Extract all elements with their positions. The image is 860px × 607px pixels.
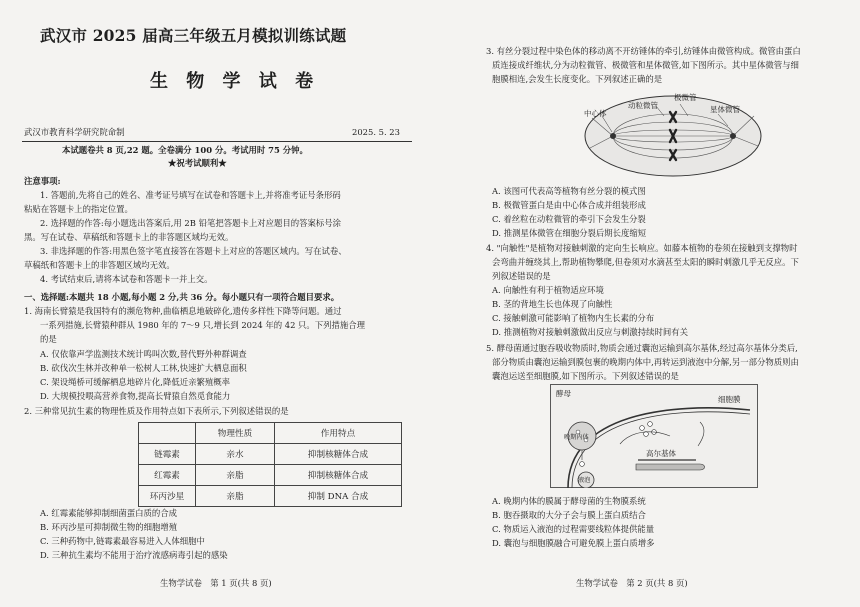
q3-option-d: D. 推测星体微管在细胞分裂后期长度缩短 — [492, 228, 647, 238]
q3-stem: 质连接成纤维状,分为动粒微管、极微管和星体微管,如下图所示。其中星体微管与细 — [492, 60, 799, 70]
q3-option-c: C. 着丝粒在动粒微管的牵引下会发生分裂 — [492, 214, 646, 224]
q4-stem: 列叙述错误的是 — [492, 271, 551, 281]
table-header — [139, 423, 196, 444]
yeast-transport-diagram — [550, 384, 758, 488]
note-line: 3. 非选择题的作答:用黑色签字笔直接答在答题卡上对应的答题区域内。写在试卷、 — [40, 246, 347, 256]
table-cell: 红霉素 — [139, 465, 196, 486]
q5-stem: 5. 酵母菌通过胞吞吸收物质时,物质会通过囊泡运输到高尔基体,经过高尔基体分类后, — [486, 343, 798, 353]
page-footer: 生物学试卷 第 1 页(共 8 页) — [160, 578, 272, 588]
q5-stem: 囊泡运送至细胞膜,如下图所示。下列叙述错误的是 — [492, 371, 679, 381]
q5-option-b: B. 胞吞摄取的大分子会与膜上蛋白质结合 — [492, 510, 646, 520]
q5-option-d: D. 囊泡与细胞膜融合可避免膜上蛋白质增多 — [492, 538, 655, 548]
table-cell: 环丙沙星 — [139, 486, 196, 507]
table-cell: 亲脂 — [196, 465, 275, 486]
q2-option-d: D. 三种抗生素均不能用于治疗流感病毒引起的感染 — [40, 550, 228, 560]
note-line: 粘贴在答题卡上的指定位置。 — [24, 204, 133, 214]
organizer: 武汉市教育科学研究院命制 — [24, 127, 125, 137]
note-line: 草稿纸和答题卡上的非答题区域均无效。 — [24, 260, 175, 270]
q3-stem: 胞膜相连,会发生长度变化。下列叙述正确的是 — [492, 74, 663, 84]
note-line: 黑。写在试卷、草稿纸和答题卡上的非答题区域均无效。 — [24, 232, 234, 242]
q2-option-a: A. 红霉素能够抑制细菌蛋白质的合成 — [40, 508, 177, 518]
exam-title: 武汉市 2025 届高三年级五月模拟训练试题 — [40, 26, 347, 45]
header-rule — [22, 141, 412, 142]
table-row — [139, 444, 402, 465]
golgi-body — [636, 464, 705, 470]
q5-option-c: C. 物质运入液泡的过程需要线粒体提供能量 — [492, 524, 655, 534]
table-header-row — [139, 423, 402, 444]
q5-stem: 部分物质由囊泡运输到膜包裹的晚期内体中,再转运到液泡中分解,另一部分物质则由 — [492, 357, 799, 367]
page-footer: 生物学试卷 第 2 页(共 8 页) — [576, 578, 688, 588]
label-astral: 星体微管 — [710, 105, 740, 114]
good-luck: ★祝考试顺利★ — [168, 158, 227, 168]
notes-heading: 注意事项: — [24, 176, 61, 186]
q3-option-b: B. 极微管蛋白是由中心体合成并组装形成 — [492, 200, 646, 210]
centrosome-left — [610, 133, 616, 139]
note-line: 4. 考试结束后,请将本试卷和答题卡一并上交。 — [40, 274, 213, 284]
q4-option-b: B. 茎的背地生长也体现了向触性 — [492, 299, 613, 309]
subject-title: 生 物 学 试 卷 — [150, 71, 320, 92]
q4-stem: 4. "向触性"是植物对接触刺激的定向生长响应。如藤本植物的卷须在接触到支撑物时 — [486, 243, 798, 253]
table-cell: 亲脂 — [196, 486, 275, 507]
label-centrosome: 中心体 — [584, 109, 607, 118]
note-line: 1. 答题前,先将自己的姓名、准考证号填写在试卷和答题卡上,并将准考证号条形码 — [40, 190, 341, 200]
q2-option-c: C. 三种药物中,链霉素最容易进入人体细胞中 — [40, 536, 205, 546]
q4-option-c: C. 接触刺激可能影响了植物内生长素的分布 — [492, 313, 655, 323]
label-polar: 极微管 — [674, 93, 697, 102]
label-yeast: 酵母 — [556, 389, 571, 398]
q1-option-b: B. 砍伐次生林并改种单一松树人工林,快速扩大栖息面积 — [40, 363, 247, 373]
table-header: 作用特点 — [275, 423, 402, 444]
note-line: 2. 选择题的作答:每小题选出答案后,用 2B 铅笔把答题卡上对应题目的答案标号涂 — [40, 218, 341, 228]
label-kinetochore: 动粒微管 — [628, 101, 658, 110]
centrosome-right — [730, 133, 736, 139]
q1-option-c: C. 架设绳桥可缓解栖息地碎片化,降低近亲繁殖概率 — [40, 377, 230, 387]
exam-summary: 本试题卷共 8 页,22 题。全卷满分 100 分。考试用时 75 分钟。 — [62, 145, 308, 155]
q4-option-d: D. 推测植物对接触刺激做出反应与刺激持续时间有关 — [492, 327, 688, 337]
table-header: 物理性质 — [196, 423, 275, 444]
q1-option-d: D. 大规模投喂高营养食物,提高长臂猿自然觅食能力 — [40, 391, 231, 401]
label-golgi: 高尔基体 — [646, 449, 676, 458]
q3-option-a: A. 该图可代表高等植物有丝分裂的模式图 — [492, 186, 646, 196]
table-row — [139, 486, 402, 507]
table-cell: 链霉素 — [139, 444, 196, 465]
page-2 — [430, 0, 860, 607]
table-cell: 抑制核糖体合成 — [275, 465, 402, 486]
label-membrane: 细胞膜 — [718, 395, 741, 404]
antibiotic-table — [138, 422, 402, 507]
q1-stem: 一系列措施,长臂猿种群从 1980 年的 7～9 只,增长到 2024 年的 42 只。下列措施合理 — [40, 320, 366, 330]
table-row — [139, 465, 402, 486]
label-late-endosome: 晚期内体 — [564, 434, 589, 441]
q5-option-a: A. 晚期内体的膜属于酵母菌的生物膜系统 — [492, 496, 646, 506]
q1-stem: 的是 — [40, 334, 57, 344]
table-cell: 抑制 DNA 合成 — [275, 486, 402, 507]
q1-option-a: A. 仅依靠声学监测技术统计鸣叫次数,替代野外种群调查 — [40, 349, 247, 359]
q4-option-a: A. 向触性有利于植物适应环境 — [492, 285, 604, 295]
q2-option-b: B. 环丙沙星可抑制微生物的细胞增殖 — [40, 522, 178, 532]
exam-date: 2025. 5. 23 — [352, 127, 400, 137]
spindle-diagram — [578, 86, 768, 180]
section-heading: 一、选择题:本题共 18 小题,每小题 2 分,共 36 分。每小题只有一项符合题目要求。 — [24, 292, 340, 302]
q3-stem: 3. 有丝分裂过程中染色体的移动离不开纺锤体的牵引,纺锤体由微管构成。微管由蛋白 — [486, 46, 801, 56]
q1-stem: 1. 海南长臂猿是我国特有的濒危物种,曲临栖息地破碎化,遗传多样性下降等问题。通过 — [24, 306, 342, 316]
q2-stem: 2. 三种常见抗生素的物理性质及作用特点如下表所示,下列叙述错误的是 — [24, 406, 289, 416]
table-cell: 亲水 — [196, 444, 275, 465]
table-cell: 抑制核糖体合成 — [275, 444, 402, 465]
label-vacuole: 液泡 — [578, 477, 591, 484]
q4-stem: 会弯曲并缠绕其上,帮助植物攀爬,但卷须对水滴甚至太阳的瞬时刺激几乎无反应。下 — [492, 257, 799, 267]
